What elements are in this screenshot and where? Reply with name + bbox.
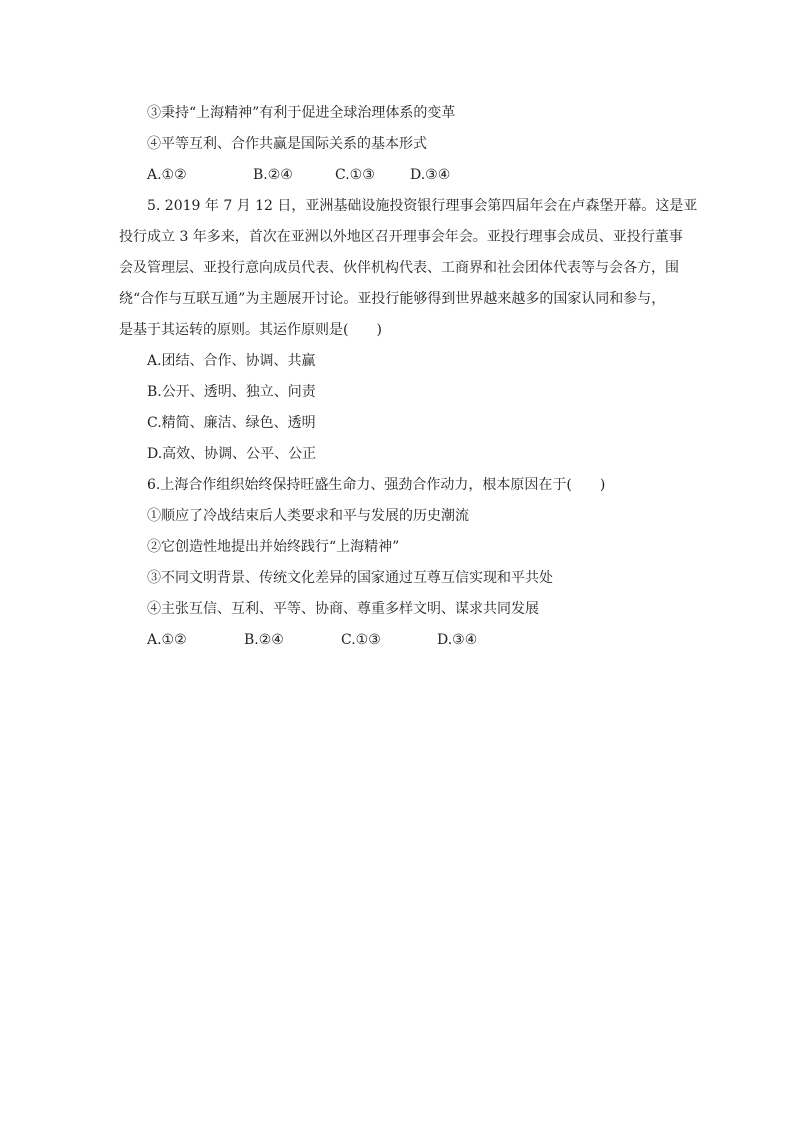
q5-option-b: B.公开、透明、独立、问责 — [147, 384, 316, 400]
q6-item-2: ②它创造性地提出并始终践行“上海精神” — [147, 539, 400, 555]
q5-stem-line-5: 是基于其运转的原则。其运作原则是( ) — [119, 322, 382, 338]
q6-stem: 6.上海合作组织始终保持旺盛生命力、强劲合作动力，根本原因在于( ) — [147, 477, 606, 493]
q6-item-3: ③不同文明背景、传统文化差异的国家通过互尊互信实现和平共处 — [147, 570, 553, 586]
q6-item-4: ④主张互信、互利、平等、协商、尊重多样文明、谋求共同发展 — [147, 601, 539, 617]
q5-option-c: C.精简、廉洁、绿色、透明 — [147, 415, 316, 431]
q4-item-3: ③秉持“上海精神”有利于促进全球治理体系的变革 — [147, 105, 456, 121]
q6-option-d: D.③④ — [437, 632, 478, 648]
q6-item-1: ①顺应了冷战结束后人类要求和平与发展的历史潮流 — [147, 508, 469, 524]
q4-item-4: ④平等互利、合作共赢是国际关系的基本形式 — [147, 136, 427, 152]
q5-stem-line-3: 会及管理层、亚投行意向成员代表、伙伴机构代表、工商界和社会团体代表等与会各方，围 — [119, 260, 679, 276]
q5-option-a: A.团结、合作、协调、共赢 — [147, 353, 316, 369]
q6-option-a: A.①② — [147, 632, 187, 648]
q4-option-c: C.①③ — [335, 167, 375, 183]
q4-option-b: B.②④ — [253, 167, 293, 183]
q4-option-d: D.③④ — [410, 167, 451, 183]
q5-stem-line-2: 投行成立 3 年多来，首次在亚洲以外地区召开理事会年会。亚投行理事会成员、亚投行董事 — [119, 229, 683, 245]
q6-option-c: C.①③ — [341, 632, 381, 648]
q5-stem-line-4: 绕“合作与互联互通”为主题展开讨论。亚投行能够得到世界越来越多的国家认同和参与， — [119, 291, 666, 307]
q5-option-d: D.高效、协调、公平、公正 — [147, 446, 317, 462]
q4-option-a: A.①② — [147, 167, 187, 183]
q6-option-b: B.②④ — [244, 632, 284, 648]
q5-stem-line-1: 5. 2019 年 7 月 12 日，亚洲基础设施投资银行理事会第四届年会在卢森堡开幕。这是亚 — [147, 198, 698, 214]
